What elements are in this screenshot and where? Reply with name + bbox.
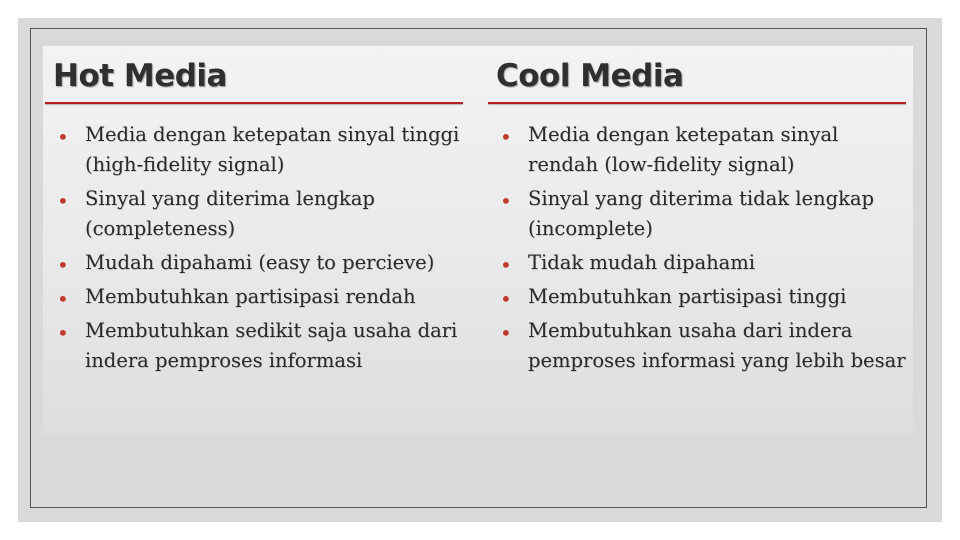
bullet-icon: • bbox=[57, 125, 69, 149]
bullet-icon: • bbox=[500, 287, 512, 311]
list-item bbox=[498, 184, 908, 244]
list-item bbox=[498, 282, 908, 312]
list-item bbox=[55, 120, 465, 180]
list-item bbox=[498, 316, 908, 376]
list-item bbox=[55, 184, 465, 244]
bullet-icon: • bbox=[500, 125, 512, 149]
list-item bbox=[55, 248, 465, 278]
bullet-icon: • bbox=[57, 253, 69, 277]
list-item-text: Sinyal yang diterima tidak lengkap (incomplete) bbox=[528, 187, 875, 240]
list-item-text: Membutuhkan sedikit saja usaha dari indera pemproses informasi bbox=[85, 319, 458, 372]
list-item-text: Media dengan ketepatan sinyal rendah (low-fidelity signal) bbox=[528, 123, 839, 176]
cool-media-title: Cool Media bbox=[496, 58, 684, 94]
list-item bbox=[55, 282, 465, 312]
bullet-icon: • bbox=[57, 287, 69, 311]
slide-content-image bbox=[43, 46, 913, 434]
bullet-icon: • bbox=[57, 321, 69, 345]
bullet-icon: • bbox=[500, 253, 512, 277]
hot-media-title: Hot Media bbox=[53, 58, 227, 94]
list-item-text: Media dengan ketepatan sinyal tinggi (high-fidelity signal) bbox=[85, 123, 460, 176]
hot-media-list bbox=[55, 120, 465, 380]
cool-media-divider bbox=[488, 102, 906, 104]
list-item-text: Sinyal yang diterima lengkap (completeness) bbox=[85, 187, 375, 240]
list-item-text: Membutuhkan usaha dari indera pemproses informasi yang lebih besar bbox=[528, 319, 906, 372]
bullet-icon: • bbox=[57, 189, 69, 213]
bullet-icon: • bbox=[500, 321, 512, 345]
list-item bbox=[498, 120, 908, 180]
list-item bbox=[55, 316, 465, 376]
cool-media-list bbox=[498, 120, 908, 380]
bullet-icon: • bbox=[500, 189, 512, 213]
list-item-text: Membutuhkan partisipasi rendah bbox=[85, 285, 416, 308]
list-item-text: Membutuhkan partisipasi tinggi bbox=[528, 285, 847, 308]
hot-media-divider bbox=[45, 102, 463, 104]
list-item bbox=[498, 248, 908, 278]
list-item-text: Tidak mudah dipahami bbox=[528, 251, 756, 274]
list-item-text: Mudah dipahami (easy to percieve) bbox=[85, 251, 435, 274]
